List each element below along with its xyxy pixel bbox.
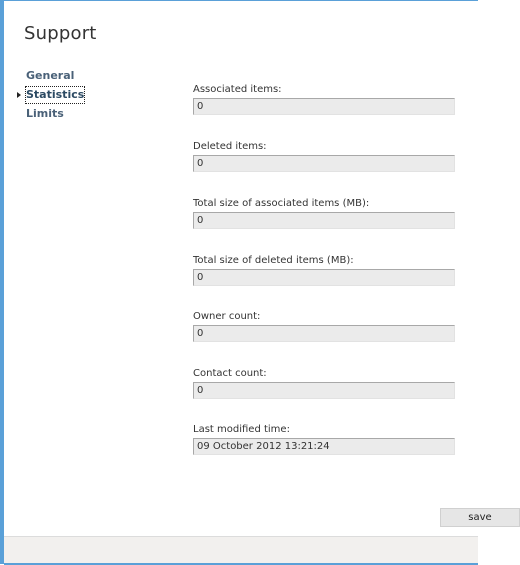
nav-item-limits[interactable] (22, 105, 142, 124)
owner-count-field (193, 310, 463, 342)
field-label: Deleted items: (193, 141, 267, 152)
field-label: Contact count: (193, 368, 267, 379)
nav-item-general[interactable] (22, 67, 142, 86)
field-label: Owner count: (193, 311, 261, 322)
field-label: Last modified time: (193, 424, 290, 435)
field-label: Total size of deleted items (MB): (193, 255, 354, 266)
button-row (440, 508, 492, 527)
total-size-deleted-input[interactable]: 0 (193, 269, 455, 286)
nav-item-label: Limits (26, 107, 64, 120)
owner-count-input[interactable]: 0 (193, 325, 455, 342)
associated-items-input[interactable]: 0 (193, 98, 455, 115)
field-label: Total size of associated items (MB): (193, 198, 370, 209)
contact-count-field (193, 367, 463, 399)
deleted-items-field (193, 140, 463, 172)
nav-item-label: Statistics (25, 86, 85, 104)
associated-items-field (193, 83, 463, 115)
field-label: Associated items: (193, 84, 282, 95)
last-modified-time-input[interactable]: 09 October 2012 13:21:24 (193, 438, 455, 455)
selected-arrow-icon (17, 92, 21, 98)
page-title: Support (24, 23, 97, 44)
deleted-items-input[interactable]: 0 (193, 155, 455, 172)
total-size-associated-input[interactable]: 0 (193, 212, 455, 229)
total-size-associated-field (193, 197, 463, 229)
nav-item-label: General (26, 69, 75, 82)
save-button[interactable]: save (440, 508, 520, 527)
nav-item-statistics[interactable] (22, 86, 142, 105)
last-modified-time-field (193, 423, 463, 455)
section-nav (22, 67, 142, 124)
total-size-deleted-field (193, 254, 463, 286)
footer-bar (4, 536, 478, 565)
contact-count-input[interactable]: 0 (193, 382, 455, 399)
